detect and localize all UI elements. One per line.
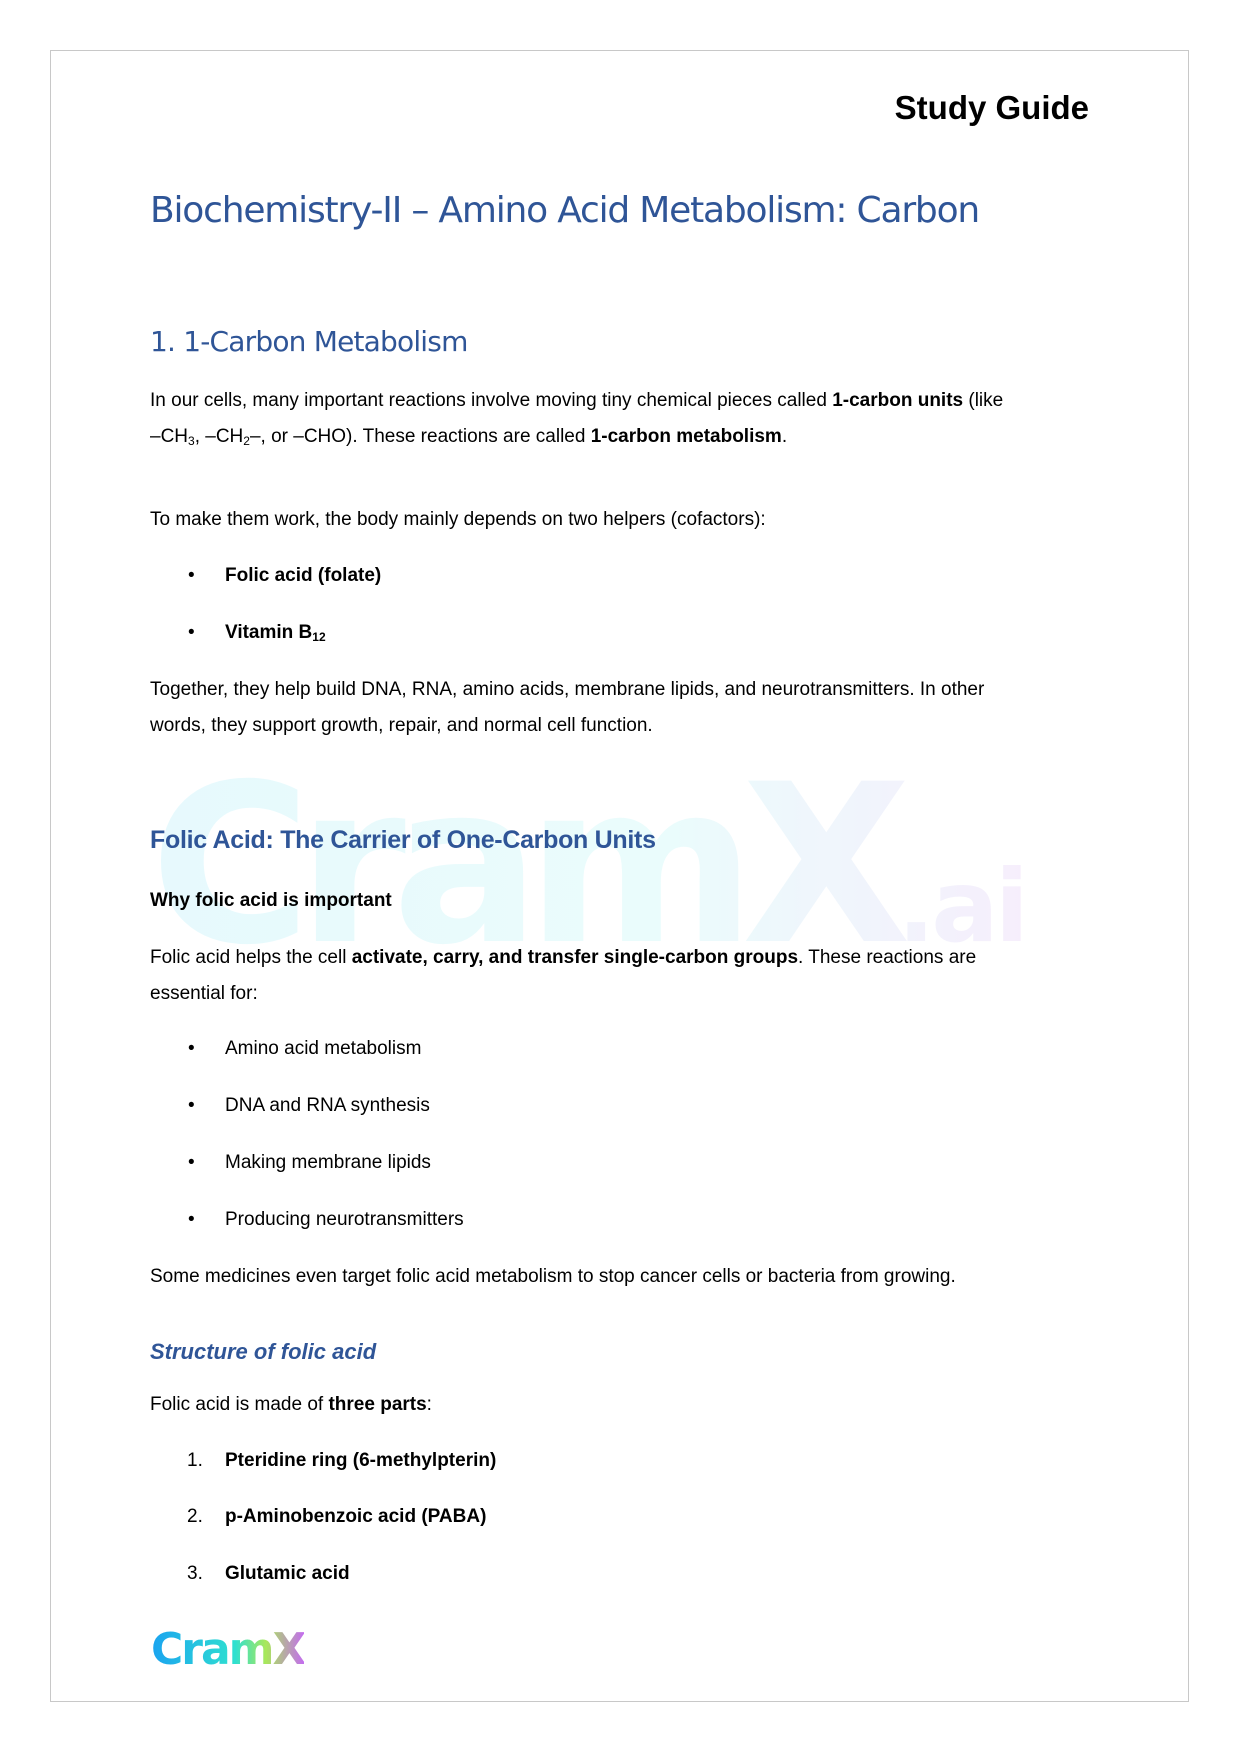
paragraph: In our cells, many important reactions involve moving tiny chemical pieces called 1-carbon units (like $-CH_3$, $-CH_2-$, or –CHO). These reactions are called 1-carbon metabolism. bbox=[150, 390, 1004, 448]
list-item: Producing neurotransmitters bbox=[225, 1209, 464, 1230]
subsection-heading: Structure of folic acid bbox=[150, 1339, 377, 1364]
bullet-icon: • bbox=[188, 1038, 195, 1059]
bullet-icon: • bbox=[188, 622, 195, 643]
list-item: Making membrane lipids bbox=[225, 1152, 431, 1173]
paragraph: Folic acid is made of three parts: bbox=[150, 1394, 432, 1415]
list-number: 2. bbox=[187, 1506, 203, 1527]
bullet-icon: • bbox=[188, 1095, 195, 1116]
section-heading: Folic Acid: The Carrier of One-Carbon Units bbox=[150, 826, 656, 854]
bullet-icon: • bbox=[188, 1152, 195, 1173]
watermark: CramX.ai bbox=[150, 755, 1090, 975]
document-title: Biochemistry-II – Amino Acid Metabolism: Carbon bbox=[150, 190, 980, 231]
section-heading: 1. 1-Carbon Metabolism bbox=[150, 325, 468, 358]
list-item: Glutamic acid bbox=[225, 1563, 350, 1584]
subheading: Why folic acid is important bbox=[150, 890, 392, 911]
list-item: Amino acid metabolism bbox=[225, 1038, 422, 1059]
header-label: Study Guide bbox=[894, 89, 1089, 126]
list-number: 3. bbox=[187, 1563, 203, 1584]
paragraph: To make them work, the body mainly depends on two helpers (cofactors): bbox=[150, 509, 766, 530]
bullet-icon: • bbox=[188, 565, 195, 586]
paragraph: Some medicines even target folic acid metabolism to stop cancer cells or bacteria from growing. bbox=[150, 1266, 956, 1287]
list-number: 1. bbox=[187, 1450, 203, 1471]
bullet-icon: • bbox=[188, 1209, 195, 1230]
list-item: Vitamin $B_{12}$ bbox=[225, 622, 326, 644]
paragraph: Folic acid helps the cell activate, carry, and transfer single-carbon groups. These reactions are essential for: bbox=[150, 947, 977, 1004]
list-item: DNA and RNA synthesis bbox=[225, 1095, 430, 1116]
list-item: Pteridine ring (6-methylpterin) bbox=[225, 1450, 497, 1471]
list-item: p-Aminobenzoic acid (PABA) bbox=[225, 1506, 487, 1527]
list-item: Folic acid (folate) bbox=[225, 565, 382, 586]
cramx-logo: CramX bbox=[151, 1624, 305, 1675]
paragraph: Together, they help build DNA, RNA, amino acids, membrane lipids, and neurotransmitters. In other words, they support growth, repair, and normal cell function. bbox=[150, 679, 985, 736]
